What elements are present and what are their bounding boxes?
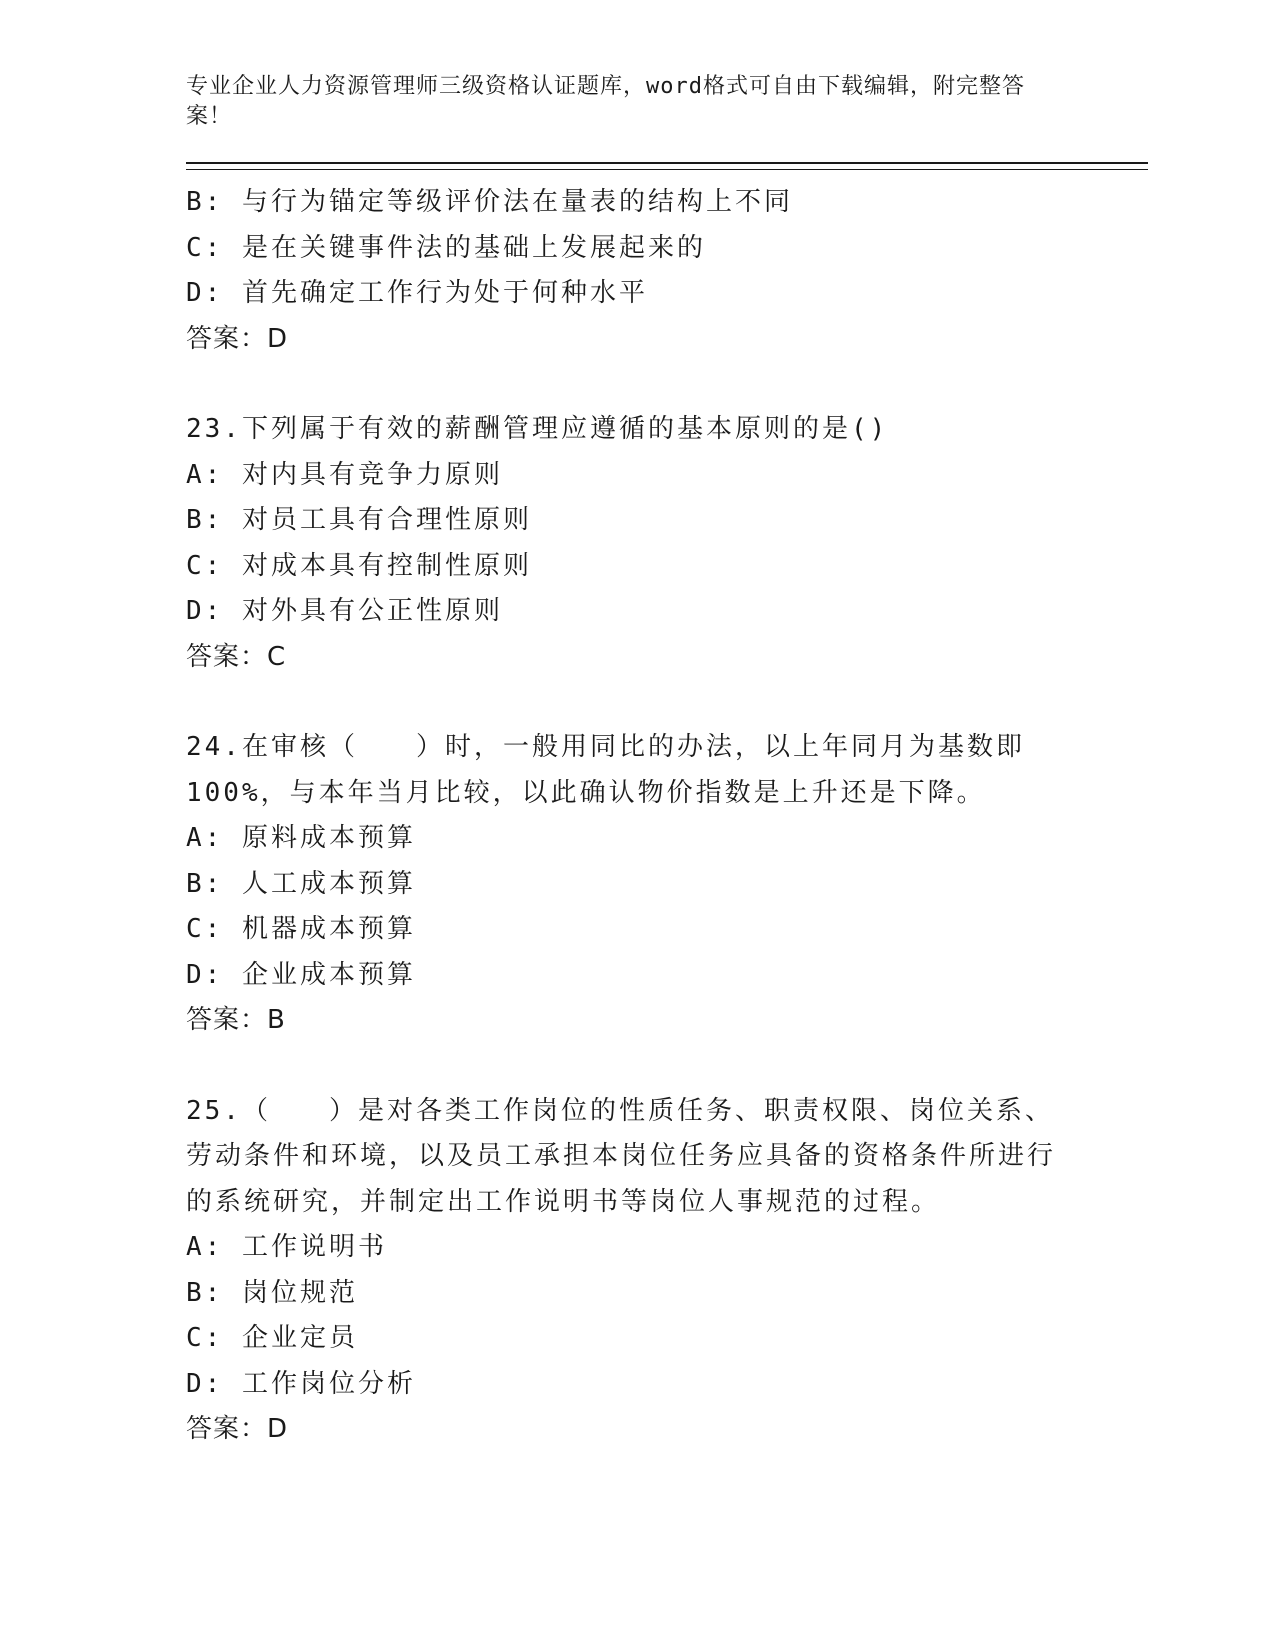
option-d: D: 企业成本预算	[186, 959, 416, 990]
option-d: D: 首先确定工作行为处于何种水平	[186, 278, 648, 308]
answer-line: 答案：B	[186, 1005, 286, 1035]
option-b: B: 人工成本预算	[186, 868, 416, 899]
document-page	[186, 72, 1146, 1453]
question-block-24	[186, 725, 1146, 1044]
question-stem: 25.（ ）是对各类工作岗位的性质任务、职责权限、岗位关系、劳动条件和环境，以及员工承担本岗位任务应具备的资格条件所进行的系统研究，并制定出工作说明书等岗位人事规范的过程。	[186, 1095, 1057, 1217]
option-b: B: 对员工具有合理性原则	[186, 505, 532, 535]
option-a: A: 原料成本预算	[186, 823, 416, 853]
question-block-23	[186, 407, 1146, 680]
question-block-continued	[186, 180, 1146, 362]
option-d: D: 工作岗位分析	[186, 1368, 416, 1399]
option-b: B: 岗位规范	[186, 1277, 358, 1308]
option-b: B: 与行为锚定等级评价法在量表的结构上不同	[186, 187, 793, 217]
question-stem: 23.下列属于有效的薪酬管理应遵循的基本原则的是()	[186, 414, 889, 444]
question-block-25	[186, 1089, 1146, 1453]
option-a: A: 工作说明书	[186, 1232, 387, 1262]
header-divider	[186, 162, 1148, 170]
answer-line: 答案：D	[186, 323, 289, 354]
answer-line: 答案：D	[186, 1414, 289, 1444]
option-c: C: 对成本具有控制性原则	[186, 550, 532, 581]
answer-line: 答案：C	[186, 641, 287, 672]
question-stem: 24.在审核（ ）时，一般用同比的办法，以上年同月为基数即100%，与本年当月比较，以此确认物价指数是上升还是下降。	[186, 732, 1025, 808]
option-d: D: 对外具有公正性原则	[186, 596, 503, 626]
option-c: C: 机器成本预算	[186, 914, 416, 944]
option-c: C: 是在关键事件法的基础上发展起来的	[186, 232, 706, 263]
option-a: A: 对内具有竞争力原则	[186, 459, 503, 490]
option-c: C: 企业定员	[186, 1323, 358, 1353]
document-header: 专业企业人力资源管理师三级资格认证题库，word格式可自由下载编辑，附完整答案！	[186, 74, 1025, 129]
